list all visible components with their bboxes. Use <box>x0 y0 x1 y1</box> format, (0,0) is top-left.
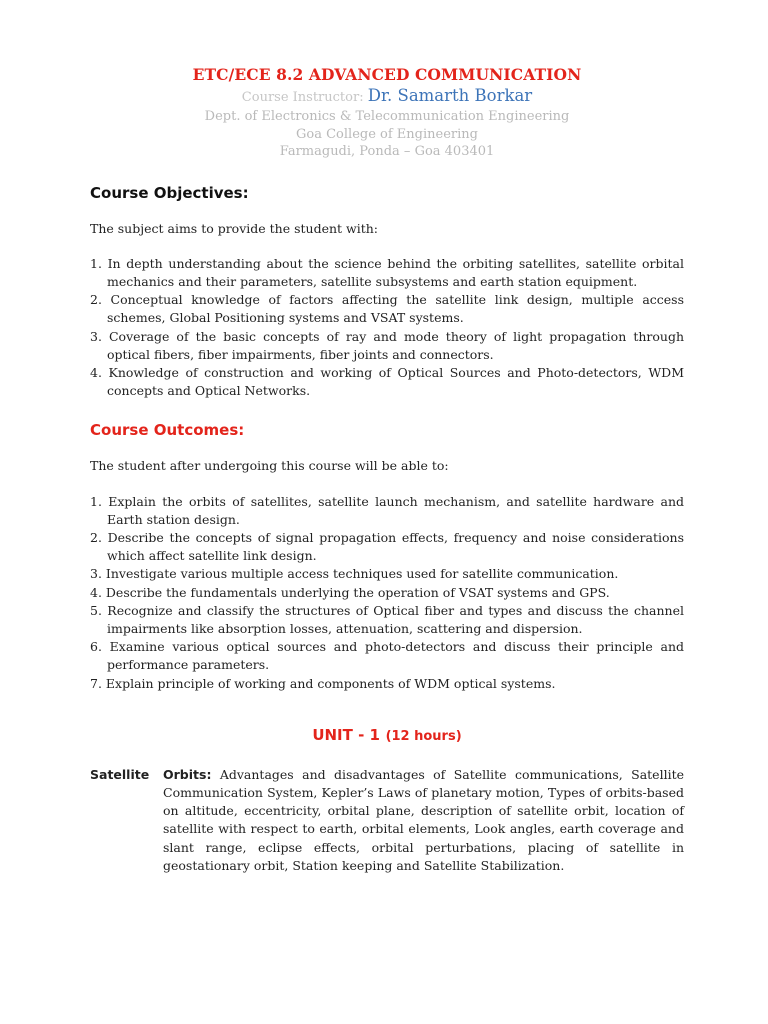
list-item: 2. Describe the concepts of signal propagation effects, frequency and noise considerations which affect satellite link design. <box>90 529 684 564</box>
unit-1-heading <box>90 725 684 744</box>
objectives-heading: Course Objectives: <box>90 183 249 202</box>
instructor-name: Dr. Samarth Borkar <box>367 86 533 105</box>
list-item: 1. Explain the orbits of satellites, satellite launch mechanism, and satellite hardware and Earth station design. <box>90 493 684 527</box>
objectives-list <box>90 255 684 401</box>
outcomes-list <box>90 493 684 693</box>
unit-hours: (12 hours) <box>385 728 462 744</box>
list-item: 1. In depth understanding about the science behind the orbiting satellites, satellite orbital mechanics and their parameters, satellite subsystems and earth station equipment. <box>90 255 684 289</box>
list-item: 6. Examine various optical sources and photo-detectors and discuss their principle and performance parameters. <box>90 639 684 673</box>
list-item: 2. Conceptual knowledge of factors affecting the satellite link design, multiple access schemes, Global Positioning systems and VSAT systems. <box>90 292 684 326</box>
outcomes-heading: Course Outcomes: <box>90 421 245 440</box>
outcomes-intro: The student after undergoing this course will be able to: <box>90 458 449 474</box>
course-title: ETC/ECE 8.2 ADVANCED COMMUNICATION <box>192 65 582 84</box>
college-name: Goa College of Engineering <box>296 126 478 142</box>
list-item: 4. Knowledge of construction and working of Optical Sources and Photo-detectors, WDM concepts and Optical Networks. <box>90 364 684 399</box>
topic-text: Advantages and disadvantages of Satellite communications, Satellite Communication System, Kepler’s Laws of planetary motion, Types of orbits-based on altitude, eccentricity, orbital plane, description of satellite orbit, location of satellite with respect to earth, orbital elements, Look angles, earth coverage and slant range, eclipse effects, orbital perturbations, placing of satellite in geostationary orbit, Station keeping and Satellite Stabilization. <box>163 766 684 873</box>
topic-label-continued: Orbits: <box>163 766 212 782</box>
list-item: 3. Coverage of the basic concepts of ray and mode theory of light propagation through optical fibers, fiber impairments, fiber joints and connectors. <box>90 328 684 362</box>
unit-1-topic <box>90 766 684 875</box>
instructor-label: Course Instructor: <box>241 90 364 105</box>
list-item: 5. Recognize and classify the structures of Optical fiber and types and discuss the channel impairments like absorption losses, attenuation, scattering and dispersion. <box>90 602 684 636</box>
list-item: 3. Investigate various multiple access techniques used for satellite communication. <box>90 566 619 582</box>
unit-title: UNIT - 1 <box>312 725 380 744</box>
topic-label: Satellite <box>90 766 150 782</box>
document-header <box>90 0 684 161</box>
instructor-line <box>90 86 684 108</box>
department: Dept. of Electronics & Telecommunication Engineering <box>204 109 570 124</box>
objectives-intro: The subject aims to provide the student with: <box>90 220 379 236</box>
list-item: 7. Explain principle of working and components of WDM optical systems. <box>90 675 556 691</box>
list-item: 4. Describe the fundamentals underlying the operation of VSAT systems and GPS. <box>90 584 610 600</box>
topic-body <box>163 766 684 875</box>
college-address: Farmagudi, Ponda – Goa 403401 <box>279 144 495 159</box>
